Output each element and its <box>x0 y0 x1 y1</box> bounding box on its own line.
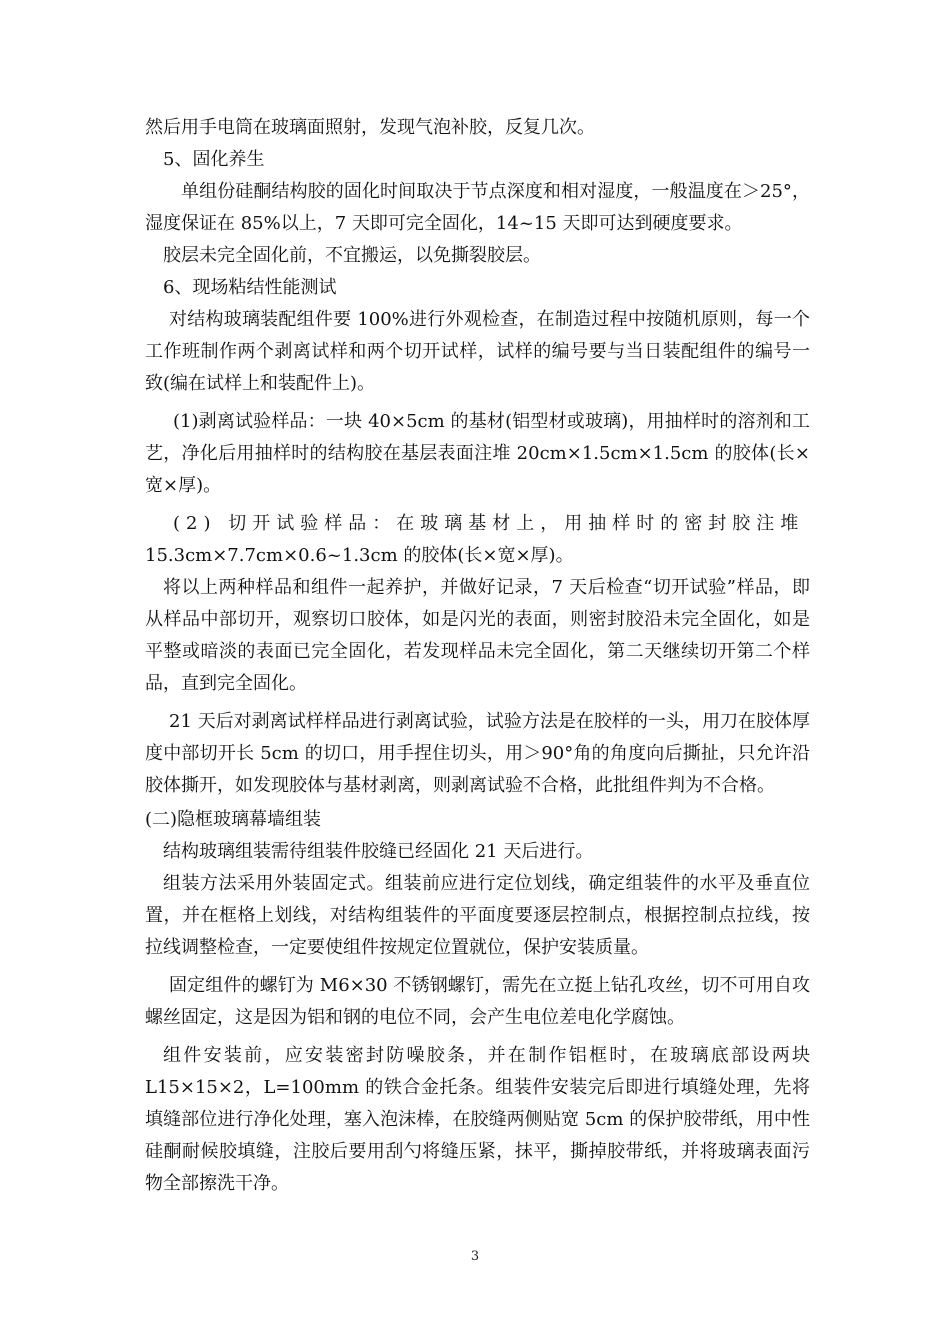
paragraph-cut-sample-dimensions: 15.3cm×7.7cm×0.6~1.3cm 的胶体(长×宽×厚)。 <box>145 545 574 566</box>
paragraph-fixing-screws: 固定组件的螺钉为 M6×30 不锈钢螺钉，需先在立挺上钻孔攻丝，切不可用自攻螺丝固定，这是因为铝和钢的电位不同，会产生电位差电化学腐蚀。 <box>145 975 810 1028</box>
paragraph-curing-time: 单组份硅酮结构胶的固化时间取决于节点深度和相对湿度，一般温度在＞25°，湿度保证在 85%以上，7 天即可完全固化，14~15 天即可达到硬度要求。 <box>145 181 810 234</box>
paragraph-assembly-method: 组装方法采用外装固定式。组装前应进行定位划线，确定组装件的水平及垂直位置，并在框格上划线，对结构组装件的平面度要逐层控制点，根据控制点拉线，按拉线调整检查，一定要使组件按规定位置就位，保护安装质量。 <box>145 873 810 958</box>
paragraph-installation-sealing: 组件安装前，应安装密封防噪胶条，并在制作铝框时，在玻璃底部设两块 L15×15×2，L=100mm 的铁合金托条。组装件安装完后即进行填缝处理，先将填缝部位进行净化处理，塞入泡沫棒，在胶缝两侧贴宽 5cm 的保护胶带纸，用中性硅酮耐候胶填缝，注胶后要用刮勺将缝压紧，抹平，撕掉胶带纸，并将玻璃表面污物全部擦洗干净。 <box>145 1045 810 1194</box>
paragraph-inspection: 对结构玻璃装配组件要 100%进行外观检查，在制造过程中按随机原则，每一个工作班制作两个剥离试样和两个切开试样，试样的编号要与当日装配组件的编号一致(编在试样上和装配件上)。 <box>145 309 810 394</box>
section-heading-hidden-frame-assembly: (二)隐框玻璃幕墙组装 <box>145 809 322 830</box>
paragraph-cut-test-procedure: 将以上两种样品和组件一起养护，并做好记录，7 天后检查“切开试验”样品，即从样品中部切开，观察切口胶体，如是闪光的表面，则密封胶沿未完全固化，如是平整或暗淡的表面已完全固化，若发现样品未完全固化，第二天继续切开第二个样品，直到完全固化。 <box>145 577 810 694</box>
paragraph-peel-test-procedure: 21 天后对剥离试样样品进行剥离试验，试验方法是在胶样的一头，用刀在胶体厚度中部切开长 5cm 的切口，用手捏住切头，用＞90°角的角度向后撕扯，只允许沿胶体撕开，如发现胶体与基材剥离，则剥离试验不合格，此批组件判为不合格。 <box>145 711 810 796</box>
paragraph-cut-sample: (2) 切开试验样品：在玻璃基材上，用抽样时的密封胶注堆 <box>173 513 805 534</box>
paragraph-curing-caution: 胶层未完全固化前，不宜搬运，以免撕裂胶层。 <box>163 245 541 266</box>
paragraph-assembly-timing: 结构玻璃组装需待组装件胶缝已经固化 21 天后进行。 <box>163 841 594 862</box>
document-body <box>145 112 810 1200</box>
paragraph-peel-sample: (1)剥离试验样品：一块 40×5cm 的基材(铝型材或玻璃)，用抽样时的溶剂和工艺，净化后用抽样时的结构胶在基层表面注堆 20cm×1.5cm×1.5cm 的胶体(长×宽×厚)。 <box>145 411 810 496</box>
section-heading-adhesion-test: 6、现场粘结性能测试 <box>163 277 337 298</box>
paragraph-continuation: 然后用手电筒在玻璃面照射，发现气泡补胶，反复几次。 <box>145 117 595 138</box>
section-heading-curing: 5、固化养生 <box>163 149 265 170</box>
page-number: 3 <box>470 1249 480 1264</box>
